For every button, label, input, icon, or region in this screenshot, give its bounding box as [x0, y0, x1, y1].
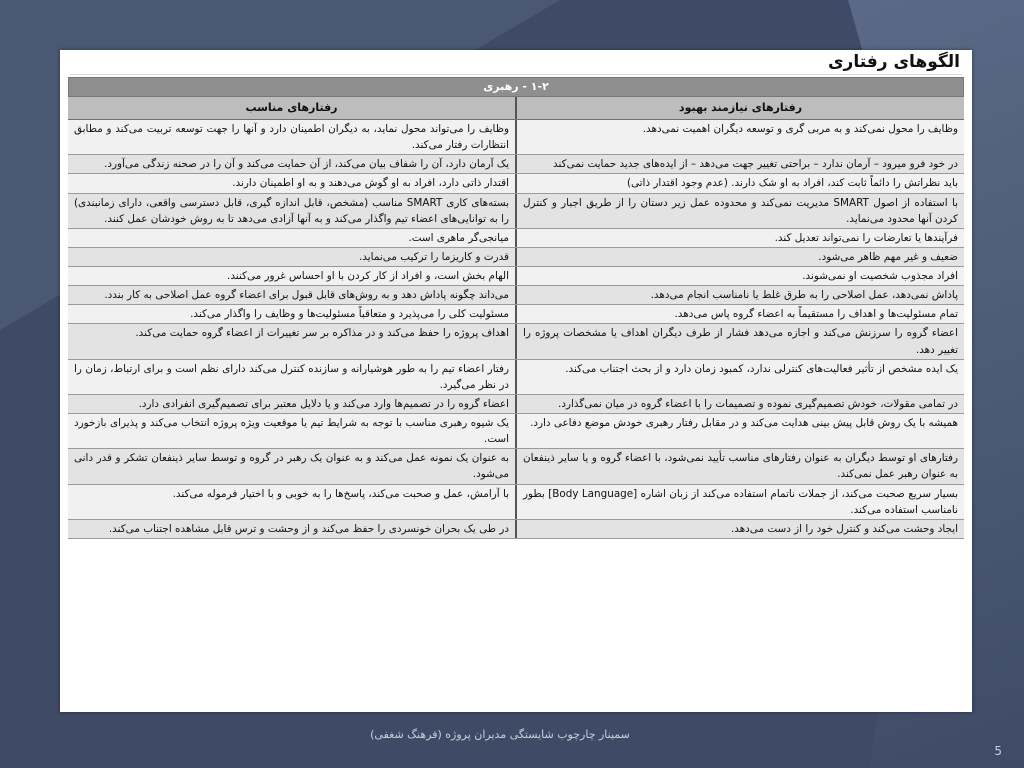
table-row: [68, 395, 964, 414]
cell-appropriate: در طی یک بحران خونسردی را حفظ می‌کند و از وحشت و ترس قابل مشاهده اجتناب می‌کند.: [108, 522, 509, 535]
table-row: [68, 229, 964, 248]
cell-appropriate: اقتدار ذاتی دارد، افراد به او گوش می‌دهند و به او اطمینان دارند.: [232, 177, 509, 190]
table-row: [68, 286, 964, 305]
document-title: الگوهای رفتاری: [827, 52, 960, 72]
section-label: ۱-۲ - رهبری: [68, 77, 964, 97]
table-header: [68, 97, 964, 120]
cell-appropriate: می‌داند چگونه پاداش دهد و به روش‌های قابل قبول برای اعضاء گروه عمل اصلاحی به کار بندد.: [104, 289, 509, 302]
cell-needs-improvement: فرآیندها یا تعارضات را نمی‌تواند تعدیل کند.: [515, 229, 964, 247]
table-row: [68, 324, 964, 359]
table-row: [68, 485, 964, 520]
cell-needs-improvement: در خود فرو میرود – آرمان ندارد – براحتی تغییر جهت می‌دهد – از ایده‌های جدید حمایت نمی‌کند: [515, 155, 964, 173]
cell-appropriate: بسته‌های کاری SMART مناسب (مشخص، قابل اندازه گیری، قابل دسترسی واقعی، دارای زمانبندی) را به توانایی‌های اعضاء تیم واگذار می‌کند و به آنها آزادی می‌دهد تا به روش خودشان عمل کنند.: [74, 196, 510, 225]
cell-needs-improvement: باید نظراتش را دائماً ثابت کند، افراد به او شک دارند. (عدم وجود اقتدار ذاتی): [515, 174, 964, 192]
cell-appropriate: به عنوان یک نمونه عمل می‌کند و به عنوان یک رهبر در گروه و توسط سایر ذینفعان تشکر و قدر دانی می‌شود.: [74, 452, 509, 481]
cell-needs-improvement: ایجاد وحشت می‌کند و کنترل خود را از دست می‌دهد.: [515, 520, 964, 538]
cell-needs-improvement: ضعیف و غیر مهم ظاهر می‌شود.: [515, 248, 964, 266]
table-row: [68, 520, 964, 539]
table-row: [68, 174, 964, 193]
cell-appropriate: وظایف را می‌تواند محول نماید، به دیگران اطمینان دارد و آنها را جهت توسعه تربیت می‌کند و مطابق انتظارات رفتار می‌کند.: [74, 123, 509, 152]
cell-needs-improvement: همیشه با یک روش قابل پیش بینی هدایت می‌کند و در مقابل رفتار رهبری خودش موضع دفاعی دارد.: [515, 414, 964, 448]
table-row: [68, 267, 964, 286]
footer-caption: سمینار چارچوب شایستگی مدیران پروژه (فرهنگ شغفی): [370, 728, 630, 741]
cell-appropriate: با آرامش، عمل و صحبت می‌کند، پاسخ‌ها را به خوبی و با اختیار فرموله می‌کند.: [172, 487, 509, 500]
cell-needs-improvement: بسیار سریع صحبت می‌کند، از جملات ناتمام استفاده می‌کند از زبان اشاره [Body Language] بطور نامناسب استفاده می‌کند.: [515, 485, 964, 519]
cell-needs-improvement: رفتارهای او توسط دیگران به عنوان رفتارهای مناسب تأیید نمی‌شود، با اعضاء گروه و یا سایر ذینفعان به عنوان رهبر عمل نمی‌کند.: [515, 449, 964, 483]
table-row: [68, 449, 964, 484]
cell-needs-improvement: اعضاء گروه را سرزنش می‌کند و اجازه می‌دهد فشار از طرف دیگران اهداف یا مشخصات پروژه را تغییر دهد.: [515, 324, 964, 358]
cell-needs-improvement: با استفاده از اصول SMART مدیریت نمی‌کند و محدوده عمل زیر دستان را از طریق اجبار و کنترل کردن آنها محدود می‌نماید.: [515, 194, 964, 228]
cell-appropriate: مسئولیت کلی را می‌پذیرد و متعاقباً مسئولیت‌ها و وظایف را واگذار می‌کند.: [190, 308, 509, 321]
table-row: [68, 248, 964, 267]
cell-appropriate: یک آرمان دارد، آن را شفاف بیان می‌کند، از آن حمایت می‌کند و آن را در صحنه زندگی می‌آورد.: [104, 158, 509, 171]
cell-appropriate: اهداف پروژه را حفظ می‌کند و در مذاکره بر سر تغییرات از اعضاء گروه حمایت می‌کند.: [135, 327, 509, 340]
table-row: [68, 305, 964, 324]
cell-appropriate: قدرت و کاریزما را ترکیب می‌نماید.: [359, 250, 509, 263]
cell-appropriate: یک شیوه رهبری مناسب با توجه به شرایط تیم یا موقعیت ویژه پروژه انتخاب می‌کند و پذیرای بازخورد است.: [74, 417, 509, 446]
divider: [70, 74, 962, 75]
table-row: [68, 120, 964, 155]
table-row: [68, 194, 964, 229]
column-header-appropriate: رفتارهای مناسب: [245, 101, 338, 114]
cell-appropriate: میانجی‌گر ماهری است.: [408, 231, 509, 244]
cell-needs-improvement: تمام مسئولیت‌ها و اهداف را مستقیماً به اعضاء گروه پاس می‌دهد.: [515, 305, 964, 323]
cell-needs-improvement: پاداش نمی‌دهد، عمل اصلاحی را به طرق غلط یا نامناسب انجام می‌دهد.: [515, 286, 964, 304]
table-row: [68, 414, 964, 449]
cell-needs-improvement: وظایف را محول نمی‌کند و به مربی گری و توسعه دیگران اهمیت نمی‌دهد.: [515, 120, 964, 154]
cell-needs-improvement: در تمامی مقولات، خودش تصمیم‌گیری نموده و تصمیمات را با اعضاء گروه در میان نمی‌گذارد.: [515, 395, 964, 413]
column-header-needs-improvement: رفتارهای نیازمند بهبود: [515, 97, 964, 119]
cell-appropriate: اعضاء گروه را در تصمیم‌ها وارد می‌کند و یا دلایل معتبر برای تصمیم‌گیری انفرادی دارد.: [138, 397, 509, 410]
cell-appropriate: رفتار اعضاء تیم را به طور هوشیارانه و سازنده کنترل می‌کند دارای نظم است و برای ارتباط، زمان را در نظر می‌گیرد.: [74, 362, 509, 391]
table-row: [68, 360, 964, 395]
table-body: [68, 120, 964, 539]
cell-appropriate: الهام بخش است، و افراد از کار کردن با او احساس غرور می‌کنند.: [227, 270, 509, 282]
page-number: 5: [994, 744, 1002, 758]
table-row: [68, 155, 964, 174]
scanned-page: [60, 50, 972, 712]
cell-needs-improvement: یک ایده مشخص از تأثیر فعالیت‌های کنترلی ندارد، کمبود زمان دارد و از بحث اجتناب می‌کند.: [515, 360, 964, 394]
cell-needs-improvement: افراد مجذوب شخصیت او نمی‌شوند.: [515, 267, 964, 285]
behavior-table: [68, 77, 964, 708]
